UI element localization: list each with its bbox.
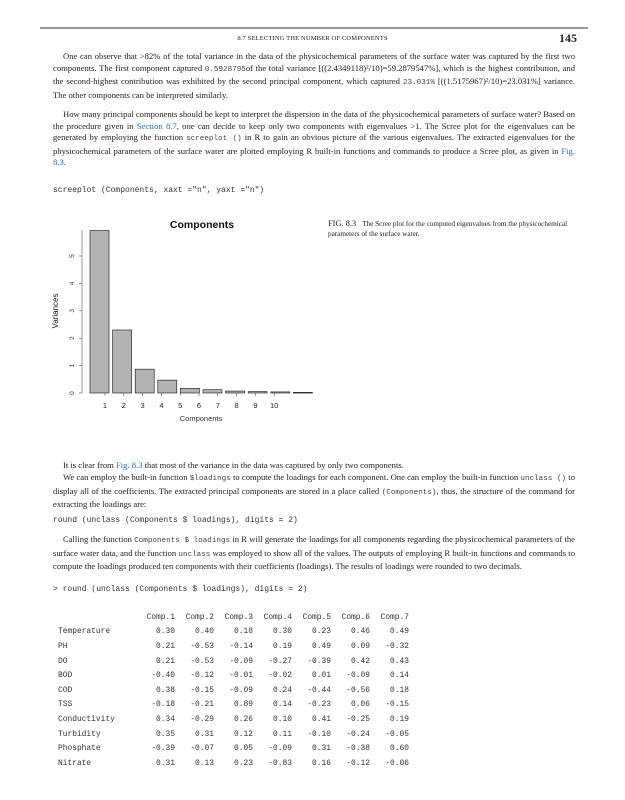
loading-value: -0.09 xyxy=(268,744,292,754)
loading-value: 0.31 xyxy=(156,758,175,768)
loading-value: -0.29 xyxy=(190,714,214,724)
column-header: Comp.5 xyxy=(302,612,331,622)
caption-label: FIG. 8.3 xyxy=(328,219,357,228)
code-round: round (unclass (Components $ loadings), digits = 2) xyxy=(53,516,298,525)
table-header xyxy=(58,610,409,625)
bar xyxy=(135,369,154,393)
column-header: Comp.7 xyxy=(380,612,409,622)
corner-cell xyxy=(58,610,136,625)
loading-value: -0.05 xyxy=(385,729,409,739)
y-tick-label: 0 xyxy=(69,391,76,395)
row-label: Conductivity xyxy=(58,714,115,724)
loading-value: 0.12 xyxy=(234,729,253,739)
loading-value: 0.31 xyxy=(195,729,214,739)
loading-value: -0.10 xyxy=(307,729,331,739)
loading-value: 0.14 xyxy=(273,700,292,710)
loading-value: 0.38 xyxy=(156,685,175,695)
loading-value: -0.39 xyxy=(307,656,331,666)
x-tick-label: 2 xyxy=(121,401,126,410)
bar xyxy=(180,388,199,393)
y-tick-label: 2 xyxy=(69,336,76,341)
loading-value: 0.42 xyxy=(351,656,370,666)
loading-value: 0.11 xyxy=(273,729,292,739)
text: to display all of the coefficients. The extracted principal components are stored in a place called xyxy=(53,472,575,496)
column-header: Comp.2 xyxy=(185,612,214,622)
row-label: Phosphate xyxy=(58,744,101,754)
loading-value: 0.46 xyxy=(351,627,370,637)
loading-value: -0.02 xyxy=(268,671,292,681)
row-label: BOD xyxy=(58,671,73,681)
loading-value: 0.89 xyxy=(234,700,253,710)
loading-value: 0.41 xyxy=(312,714,331,724)
paragraph-calling xyxy=(53,534,575,573)
code-screeplot: screeplot (Components, xaxt ="n", yaxt ="n") xyxy=(53,186,265,195)
row-label: COD xyxy=(58,685,73,695)
table-row xyxy=(58,668,409,683)
column-header: Comp.3 xyxy=(224,612,253,622)
x-tick-label: 9 xyxy=(253,401,258,410)
paragraph-variance xyxy=(53,51,575,101)
loading-value: 0.05 xyxy=(234,744,253,754)
text: [((1.5175967)²/10)=23.031%] variance. The other components can be interpreted similarly. xyxy=(53,76,576,100)
loading-value: 0.49 xyxy=(390,627,409,637)
text: It is clear from xyxy=(63,460,116,470)
x-tick-label: 5 xyxy=(178,401,183,410)
loading-value: 0.24 xyxy=(273,685,292,695)
inline-code: 0.5928795 xyxy=(204,65,246,74)
loading-value: -0.44 xyxy=(307,685,331,695)
loading-value: 0.09 xyxy=(351,641,370,651)
bar xyxy=(90,231,109,393)
bar xyxy=(248,392,267,393)
x-tick-label: 1 xyxy=(102,401,108,410)
loading-value: 0.34 xyxy=(156,714,175,724)
loading-value: 0.31 xyxy=(312,744,331,754)
text: We can employ the built-in function xyxy=(63,472,190,482)
loading-value: -0.07 xyxy=(190,744,214,754)
loading-value: -0.12 xyxy=(346,758,370,768)
text: of the total variance [((2.4349118)²/10)=59.2879547%], which is the highest contribution, and the second-highest contribution was exhibited by the second principal component, which captured xyxy=(53,62,575,87)
loading-value: -0.53 xyxy=(190,656,214,666)
loading-value: 0.14 xyxy=(390,671,409,681)
text: , one can decide to keep only two components with eigenvalues >1. The Scree plot for the eigenvalues can be generated by employing the function xyxy=(53,120,575,143)
inline-code: 23.031% xyxy=(402,79,435,88)
text: to compute the loadings for each component. One can employ the built-in function xyxy=(230,472,521,482)
loading-value: -0.32 xyxy=(385,641,409,651)
inline-code: Components $ loadings xyxy=(134,537,231,545)
y-tick-label: 4 xyxy=(69,281,76,286)
x-tick-label: 3 xyxy=(140,401,145,410)
loading-value: 0.06 xyxy=(351,700,370,710)
chart-title: Components xyxy=(169,219,235,231)
table-row xyxy=(58,654,409,669)
x-tick-label: 4 xyxy=(159,401,164,410)
inline-code: $loadings xyxy=(189,475,231,483)
loading-value: -0.39 xyxy=(151,744,175,754)
loading-value: 0.40 xyxy=(195,627,214,637)
loading-value: 0.30 xyxy=(156,627,175,637)
loading-value: 0.21 xyxy=(156,641,175,651)
figure-caption xyxy=(328,219,578,239)
row-label: TSS xyxy=(58,700,73,710)
column-header: Comp.4 xyxy=(263,612,292,622)
loading-value: 0.18 xyxy=(390,685,409,695)
loading-value: -0.53 xyxy=(190,641,214,651)
x-tick-label: 8 xyxy=(234,401,239,410)
loading-value: 0.35 xyxy=(156,729,175,739)
loading-value: 0.19 xyxy=(273,641,292,651)
table-row xyxy=(58,727,409,742)
row-label: DO xyxy=(58,656,68,666)
bar xyxy=(113,330,132,393)
loading-value: -0.56 xyxy=(346,685,370,695)
loading-value: -0.15 xyxy=(190,685,214,695)
loading-value: -0.25 xyxy=(346,714,370,724)
x-tick-label: 7 xyxy=(215,401,220,410)
paragraph-loadings xyxy=(53,472,575,511)
text: . xyxy=(63,157,66,168)
text: , thus, the structure of the command for extracting the loadings are: xyxy=(53,485,575,510)
scree-plot xyxy=(0,210,325,430)
table-row xyxy=(58,639,409,654)
text: How many principal components should be kept to interpret the dispersion in the data of the physicochemical parameters of surface water? Based on the procedure given in xyxy=(53,109,575,131)
loading-value: -0.40 xyxy=(151,671,175,681)
row-label: Nitrate xyxy=(58,758,92,768)
table-row xyxy=(58,698,409,713)
inline-code: unclass xyxy=(178,550,211,559)
column-header: Comp.1 xyxy=(146,612,175,622)
loading-value: -0.09 xyxy=(346,671,370,681)
table-row xyxy=(58,756,409,771)
caption-text: The Scree plot for the computed eigenvalues from the physicochemical parameters of the surface water. xyxy=(328,220,568,238)
running-head: 8.7 SELECTING THE NUMBER OF COMPONENTS xyxy=(237,35,388,42)
loading-value: 0.30 xyxy=(273,627,292,637)
text: was employed to show all of the values. The outputs of employing R built-in functions and commands to compute the loadings produced ten components with their coefficients (loadings). The results of loadings were rounded to two decimals. xyxy=(53,547,575,572)
loading-value: 0.26 xyxy=(234,714,253,724)
figure-link[interactable]: Fig. 8.3 xyxy=(53,145,575,168)
loading-value: -0.01 xyxy=(229,671,253,681)
loading-value: -0.24 xyxy=(346,729,370,739)
bar xyxy=(158,380,177,393)
loading-value: -0.18 xyxy=(151,700,175,710)
inline-code: (Components) xyxy=(381,488,437,497)
text: One can observe that >82% of the total variance in the data of the physicochemical parameters of the surface water was captured by the first two components. The first component captured xyxy=(53,51,575,73)
loadings-table xyxy=(58,610,409,771)
loading-value: 0.01 xyxy=(312,671,331,681)
x-axis-label: Components xyxy=(179,414,223,423)
paragraph-conclusion xyxy=(53,460,575,472)
text: that most of the variance in the data was captured by only two components. xyxy=(142,460,404,470)
loading-value: -0.09 xyxy=(229,685,253,695)
loading-value: 0.16 xyxy=(312,758,331,768)
loading-value: -0.38 xyxy=(346,744,370,754)
text: in R to gain an obvious picture of the various eigenvalues. The extracted eigenvalues for the physicochemical parameters of the surface water are plotted employing R built-in functions and commands to produce a Scree plot, as given in xyxy=(53,132,575,156)
paragraph-scree xyxy=(53,109,575,169)
loading-value: -0.12 xyxy=(190,671,214,681)
column-header: Comp.6 xyxy=(341,612,370,622)
bar xyxy=(203,390,222,393)
loading-value: -0.06 xyxy=(385,758,409,768)
inline-code: unclass () xyxy=(520,475,567,483)
loading-value: -0.21 xyxy=(190,700,214,710)
row-label: Turbidity xyxy=(58,729,101,739)
y-axis-label: Variances xyxy=(51,293,60,329)
loading-value: 0.19 xyxy=(390,714,409,724)
loading-value: -0.09 xyxy=(229,656,253,666)
loading-value: 0.43 xyxy=(390,656,409,666)
page-number: 145 xyxy=(559,31,577,45)
table-row xyxy=(58,625,409,640)
table-row xyxy=(58,741,409,756)
loading-value: 0.23 xyxy=(312,627,331,637)
x-tick-label: 6 xyxy=(196,401,202,410)
loading-value: 0.10 xyxy=(273,714,292,724)
loading-value: -0.23 xyxy=(307,700,331,710)
row-label: PH xyxy=(58,641,68,651)
text: in R will generate the loadings for all components regarding the physicochemical parameters of the surface water data, and the function xyxy=(53,534,575,558)
text: Calling the function xyxy=(63,534,135,544)
table-row xyxy=(58,712,409,727)
y-tick-label: 3 xyxy=(69,308,76,313)
top-rule xyxy=(40,27,588,29)
loading-value: 0.49 xyxy=(312,641,331,651)
loading-value: -0.27 xyxy=(268,656,292,666)
loading-value: -0.14 xyxy=(229,641,253,651)
section-link[interactable]: Section 8.7 xyxy=(136,120,177,131)
row-label: Temperature xyxy=(58,627,111,637)
x-tick-label: 10 xyxy=(270,401,279,410)
loading-value: -0.83 xyxy=(268,758,292,768)
inline-code: screeplot () xyxy=(186,135,242,144)
loading-value: 0.18 xyxy=(234,627,253,637)
loading-value: 0.60 xyxy=(390,744,409,754)
bar xyxy=(226,391,245,393)
bar xyxy=(271,392,290,393)
loading-value: -0.15 xyxy=(385,700,409,710)
table-row xyxy=(58,683,409,698)
y-tick-label: 5 xyxy=(69,254,76,258)
figure-link[interactable]: Fig. 8.3 xyxy=(115,460,143,470)
loading-value: 0.13 xyxy=(195,758,214,768)
loading-value: 0.21 xyxy=(156,656,175,666)
code-round-output: > round (unclass (Components $ loadings), digits = 2) xyxy=(53,585,308,594)
loading-value: 0.23 xyxy=(234,758,253,768)
y-tick-label: 1 xyxy=(69,363,76,368)
